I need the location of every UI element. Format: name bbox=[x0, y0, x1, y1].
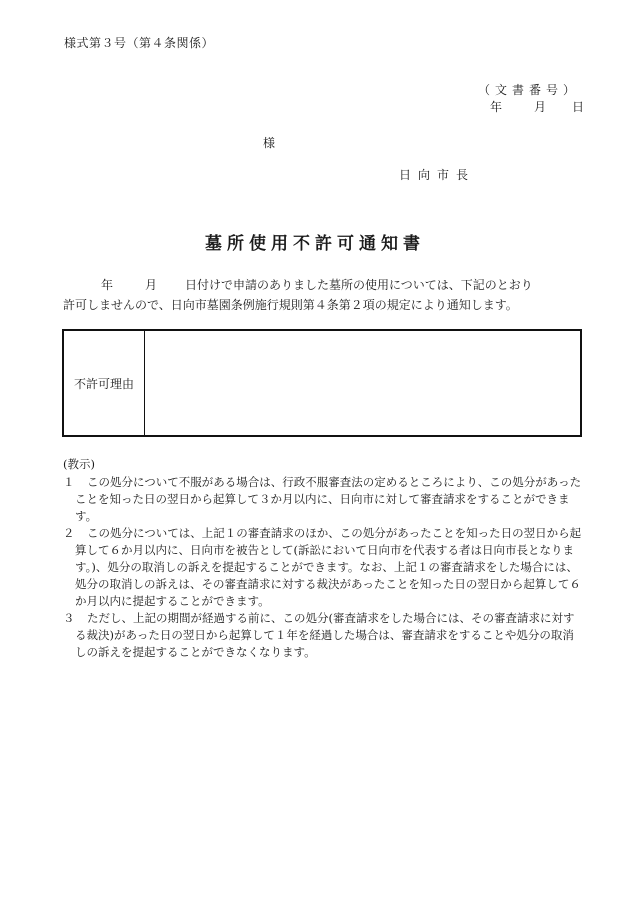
refusal-reason-content bbox=[145, 331, 580, 435]
notice-item bbox=[63, 474, 585, 525]
body-line-1 bbox=[63, 275, 583, 295]
notice-heading: (教示) bbox=[63, 457, 95, 471]
notice-item-text: この処分については、上記１の審査請求のほか、この処分があったことを知った日の翌日から起算して６か月以内に、日向市を被告として(訴訟において日向市を代表する者は日向市長となります。)、処分の取消しの訴えを提起することができます。なお、上記１の審査請求をした場合には、処分の取消しの訴えは、その審査請求に対する裁決があったことを知った日の翌日から起算して６か月以内に提起することができます。 bbox=[75, 526, 582, 608]
notice-item-number: ３ bbox=[63, 611, 75, 625]
notice-item-number: １ bbox=[63, 475, 75, 489]
notice-item-text: この処分について不服がある場合は、行政不服審査法の定めるところにより、この処分があったことを知った日の翌日から起算して３か月以内に、日向市に対して審査請求をすることができます。 bbox=[75, 475, 582, 523]
document-number: （文書番号） bbox=[477, 83, 580, 97]
refusal-reason-box bbox=[62, 329, 582, 437]
date-day-label: 日 bbox=[572, 100, 585, 114]
form-number: 様式第３号（第４条関係） bbox=[64, 36, 215, 50]
notice-item-text: ただし、上記の期間が経過する前に、この処分(審査請求をした場合には、その審査請求に対する裁決)があった日の翌日から起算して１年を経過した場合は、審査請求をすることや処分の取消しの訴えを提起することができなくなります。 bbox=[75, 611, 575, 659]
date-year-label: 年 bbox=[490, 100, 503, 114]
notice-item-number: ２ bbox=[63, 526, 75, 540]
addressee-honorific: 様 bbox=[263, 136, 276, 150]
body-line-1-text: 日付けで申請のありました墓所の使用については、下記のとおり bbox=[185, 278, 533, 292]
body-month-label: 月 bbox=[145, 278, 158, 292]
sender-name: 日向市長 bbox=[399, 168, 476, 182]
refusal-reason-label: 不許可理由 bbox=[64, 331, 145, 435]
document-title: 墓所使用不許可通知書 bbox=[205, 234, 425, 254]
body-line-2: 許可しませんので、日向市墓園条例施行規則第４条第２項の規定により通知します。 bbox=[63, 298, 518, 312]
body-year-label: 年 bbox=[101, 278, 114, 292]
appeal-notice bbox=[63, 456, 585, 661]
notice-item bbox=[63, 525, 585, 610]
body-paragraph bbox=[63, 275, 583, 315]
date-month-label: 月 bbox=[534, 100, 547, 114]
notice-item bbox=[63, 610, 585, 661]
